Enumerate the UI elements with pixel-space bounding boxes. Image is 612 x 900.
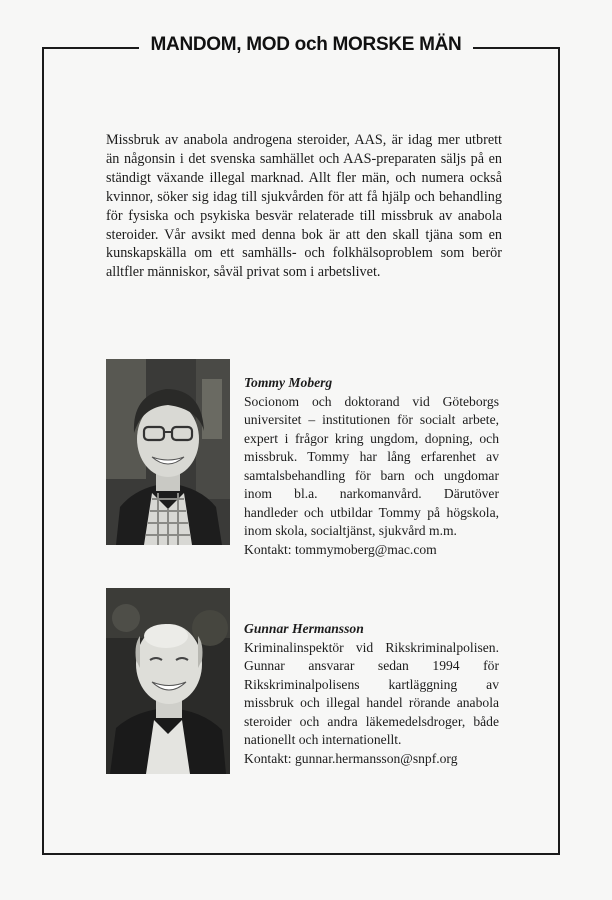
author-contact: Kontakt: tommymoberg@mac.com bbox=[244, 541, 437, 557]
author-bio-gunnar-hermansson bbox=[244, 620, 499, 768]
author-description: Socionom och doktorand vid Göteborgs universitet – institutionen för socialt arbete, expert i frågor kring ungdom, dopning, och missbruk. Tommy har lång erfarenhet av samtalsbehandling för barn och ungdomar inom bl.a. narkomanvård. Därutöver handleder och utbildar Tommy på högskola, inom skola, socialtjänst, sjukvård m.m. bbox=[244, 393, 499, 538]
book-title: MANDOM, MOD och MORSKE MÄN bbox=[139, 34, 474, 56]
author-bio-tommy-moberg bbox=[244, 374, 499, 559]
author-photo-gunnar-hermansson bbox=[106, 588, 230, 774]
author-name: Gunnar Hermansson bbox=[244, 621, 364, 636]
title-wrapper bbox=[0, 34, 612, 56]
author-description: Kriminalinspektör vid Rikskriminalpolisen. Gunnar ansvarar sedan 1994 för Rikskriminalpolisens kartläggning av missbruk och illegal handel rörande anabola steroider och andra läkemedelsdroger, både nationellt och internationellt. bbox=[244, 639, 499, 747]
intro-paragraph: Missbruk av anabola androgena steroider, AAS, är idag mer utbrett än någonsin i det svenska samhället och AAS-preparaten säljs på en ständigt växande illegal marknad. Allt fler män, och numera också kvinnor, söker sig idag till sjukvården för att få hjälp och behandling för fysiska och psykiska besvär relaterade till missbruk av anabola steroider. Vår avsikt med denna bok är att den skall tjäna som en kunskapskälla om ett samhälls- och folkhälsoproblem som berör alltfler människor, såväl privat som i arbetslivet. bbox=[106, 132, 502, 281]
author-photo-tommy-moberg bbox=[106, 359, 230, 545]
author-name: Tommy Moberg bbox=[244, 375, 333, 390]
author-contact: Kontakt: gunnar.hermansson@snpf.org bbox=[244, 750, 458, 766]
